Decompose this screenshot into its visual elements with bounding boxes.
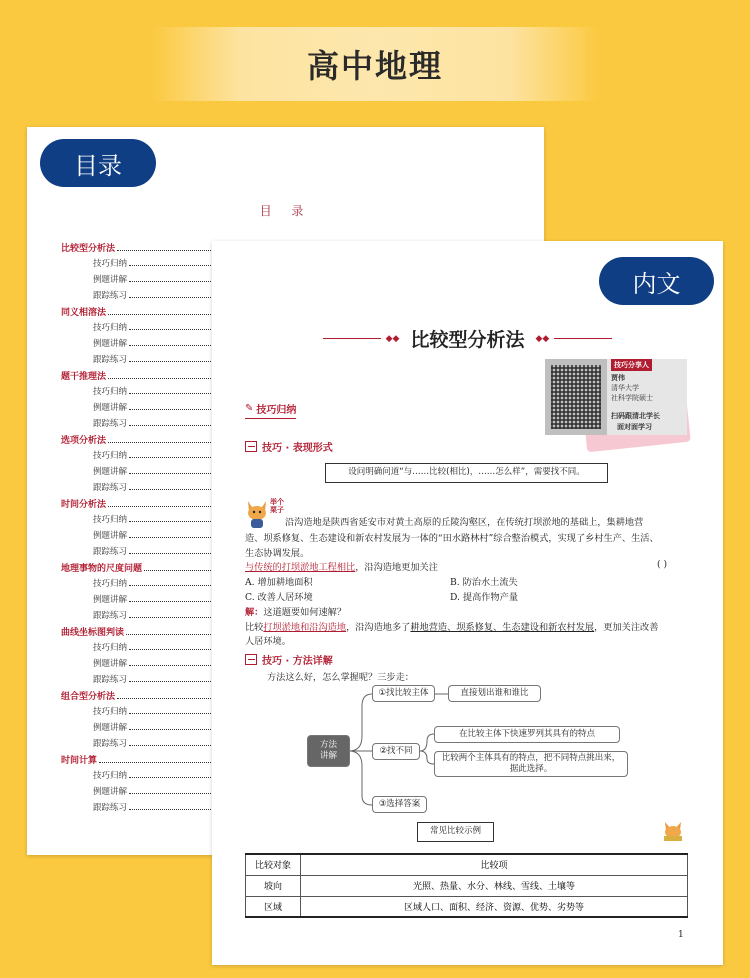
share-meet: 面对面学习 bbox=[617, 423, 652, 431]
tree-step-3: ③选择答案 bbox=[372, 796, 427, 813]
banner-title: 高中地理 bbox=[306, 47, 443, 85]
example-line-3: 生态协调发展。 bbox=[245, 548, 310, 559]
toc-section[interactable]: 曲线坐标图判读 bbox=[61, 625, 221, 638]
example-line-1: 沿沟造地是陕西省延安市对黄土高原的丘陵沟壑区，在传统打坝淤地的基础上，集耕地营 bbox=[285, 517, 644, 528]
toc-subitem[interactable]: 跟踪练习 bbox=[93, 673, 221, 685]
toc-section[interactable]: 题干推理法 bbox=[61, 369, 221, 382]
table-row bbox=[246, 875, 688, 896]
toc-subitem[interactable]: 技巧归纳 bbox=[93, 641, 221, 653]
toc-subitem[interactable]: 技巧归纳 bbox=[93, 769, 221, 781]
solve-line: 解：这道题要如何速解？ bbox=[245, 607, 347, 618]
toc-section[interactable]: 比较型分析法 bbox=[61, 241, 221, 254]
toc-subitem[interactable]: 跟踪练习 bbox=[93, 609, 221, 621]
tree-step-2: ②找不同 bbox=[372, 743, 420, 760]
toc-section[interactable]: 选项分析法 bbox=[61, 433, 221, 446]
toc-subitem[interactable]: 例题讲解 bbox=[93, 337, 221, 349]
section-skill-summary: ✎ 技巧归纳 bbox=[245, 401, 296, 419]
answer-line-1: 比较打坝淤地和沿沟造地，沿沟造地多了耕地营造、坝系修复、生态建设和新农村发展，更加关注改善 bbox=[245, 622, 659, 633]
share-degree: 社科学院硕士 bbox=[611, 394, 653, 402]
toc-subitem[interactable]: 技巧归纳 bbox=[93, 577, 221, 589]
toc-pill: 目录 bbox=[40, 139, 156, 187]
comparison-table bbox=[245, 853, 688, 918]
toc-section[interactable]: 时间分析法 bbox=[61, 497, 221, 510]
option-c[interactable]: C. 改善人居环境 bbox=[245, 592, 313, 603]
toc-subitem[interactable]: 例题讲解 bbox=[93, 529, 221, 541]
table-cell: 区域人口、面积、经济、资源、优势、劣势等 bbox=[301, 896, 688, 917]
method-intro: 方法这么好，怎么掌握呢？三步走： bbox=[267, 672, 414, 683]
example-line-2: 造、坝系修复、生态建设和新农村发展为一体的“田水路林村”综合整治模式，实现了乡村生产、生活、 bbox=[245, 533, 659, 544]
toc-subitem[interactable]: 跟踪练习 bbox=[93, 353, 221, 365]
share-scan: 扫码跟清北学长 bbox=[611, 412, 660, 420]
chapter-title: 比较型分析法 bbox=[410, 329, 525, 351]
mascot-small-icon bbox=[660, 816, 686, 842]
toc-subitem[interactable]: 技巧归纳 bbox=[93, 449, 221, 461]
toc-section[interactable]: 时间计算 bbox=[61, 753, 221, 766]
option-a[interactable]: A. 增加耕地面积 bbox=[245, 577, 313, 588]
toc-subitem[interactable]: 技巧归纳 bbox=[93, 385, 221, 397]
tree-step-1-detail: 直接划出谁和谁比 bbox=[448, 685, 541, 702]
option-b[interactable]: B. 防治水土流失 bbox=[450, 577, 518, 588]
chapter-title-row: ◆◆ 比较型分析法 ◆◆ bbox=[212, 325, 723, 352]
toc-subitem[interactable]: 例题讲解 bbox=[93, 721, 221, 733]
toc-subitem[interactable]: 技巧归纳 bbox=[93, 257, 221, 269]
toc-subitem[interactable]: 技巧归纳 bbox=[93, 321, 221, 333]
option-d[interactable]: D. 提高作物产量 bbox=[450, 592, 519, 603]
toc-subitem[interactable]: 例题讲解 bbox=[93, 593, 221, 605]
toc-subitem[interactable]: 跟踪练习 bbox=[93, 801, 221, 813]
tree-step-2-detail-1: 在比较主体下快速罗列其具有的特点 bbox=[434, 726, 620, 743]
toc-subitem[interactable]: 例题讲解 bbox=[93, 401, 221, 413]
page-number: 1 bbox=[678, 930, 684, 940]
answer-line-2: 人居环境。 bbox=[245, 636, 291, 647]
mascot-label: 举个栗子 bbox=[270, 498, 284, 514]
table-header: 比较对象 bbox=[246, 854, 301, 875]
question-line: 与传统的打坝淤地工程相比，沿沟造地更加关注 bbox=[245, 562, 438, 573]
share-tag: 技巧分享人 bbox=[611, 359, 652, 371]
toc-section[interactable]: 地理事物的尺度问题 bbox=[61, 561, 221, 574]
toc-subitem[interactable]: 技巧归纳 bbox=[93, 705, 221, 717]
toc-subitem[interactable]: 跟踪练习 bbox=[93, 289, 221, 301]
toc-subitem[interactable]: 跟踪练习 bbox=[93, 481, 221, 493]
skill-method-heading: 技巧 · 方法详解 bbox=[245, 652, 333, 667]
toc-section[interactable]: 同义相溶法 bbox=[61, 305, 221, 318]
content-pill: 内文 bbox=[599, 257, 714, 305]
toc-section[interactable]: 组合型分析法 bbox=[61, 689, 221, 702]
table-row bbox=[246, 896, 688, 917]
tree-step-1: ①找比较主体 bbox=[372, 685, 435, 702]
toc-subitem[interactable]: 技巧归纳 bbox=[93, 513, 221, 525]
table-cell: 光照、热量、水分、林线、雪线、土壤等 bbox=[301, 875, 688, 896]
tree-root: 方法 讲解 bbox=[307, 735, 350, 767]
share-name: 贾伟 bbox=[611, 374, 625, 382]
table-header: 比较项 bbox=[301, 854, 688, 875]
note-box: 设问明确问道“与……比较(相比)，……怎么样”，需要找不同。 bbox=[325, 463, 608, 483]
toc-subitem[interactable]: 跟踪练习 bbox=[93, 417, 221, 429]
tree-step-2-detail-2: 比较两个主体具有的特点，把不同特点挑出来，据此选择。 bbox=[434, 751, 628, 777]
table-caption: 常见比较示例 bbox=[417, 822, 494, 842]
table-cell: 区域 bbox=[246, 896, 301, 917]
page-banner bbox=[150, 27, 600, 101]
toc-subitem[interactable]: 例题讲解 bbox=[93, 785, 221, 797]
share-school: 清华大学 bbox=[611, 384, 639, 392]
skill-form-heading: 技巧 · 表现形式 bbox=[245, 439, 333, 454]
toc-heading: 目 录 bbox=[259, 204, 312, 218]
toc-subitem[interactable]: 例题讲解 bbox=[93, 657, 221, 669]
question-paren: ( ) bbox=[657, 559, 668, 570]
content-page bbox=[212, 241, 723, 965]
pencil-icon: ✎ bbox=[245, 403, 254, 414]
toc-subitem[interactable]: 跟踪练习 bbox=[93, 737, 221, 749]
toc-subitem[interactable]: 跟踪练习 bbox=[93, 545, 221, 557]
toc-subitem[interactable]: 例题讲解 bbox=[93, 465, 221, 477]
toc-subitem[interactable]: 例题讲解 bbox=[93, 273, 221, 285]
table-cell: 坡向 bbox=[246, 875, 301, 896]
table-header-row bbox=[246, 854, 688, 875]
